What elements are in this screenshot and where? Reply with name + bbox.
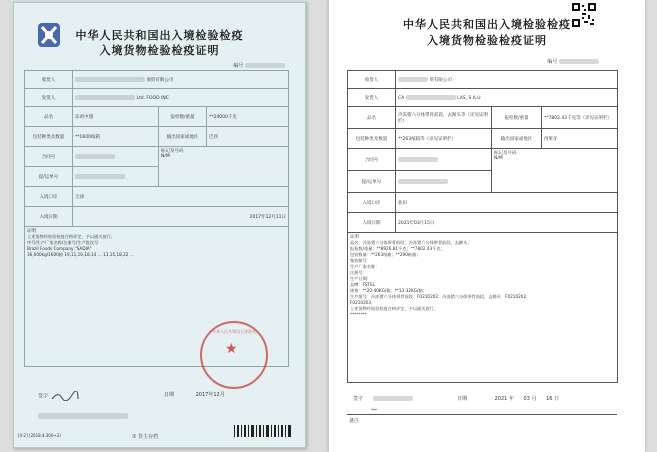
field-label: 发货人: [348, 89, 396, 107]
consignor-text: CA: [398, 95, 405, 101]
date-month: 03: [523, 396, 530, 402]
marks-cell: [159, 147, 289, 187]
left-title: 中华人民共和国出入境检验检疫: [75, 29, 244, 42]
field-label: 提/运单号: [25, 167, 73, 187]
product-value: 冷冻猪六分体带骨前段，去蹄头等（详见证明栏）: [396, 107, 492, 129]
field-label: 包装种类及数量: [25, 127, 73, 147]
footer-code: [4-2] (2018.4.300+2): [18, 433, 61, 438]
consignor-value: [396, 89, 618, 107]
field-label: 入境日期: [25, 207, 73, 227]
right-date: [457, 395, 559, 402]
table-row: [25, 127, 289, 147]
date-label: 日期: [164, 392, 175, 398]
day-unit: 日: [554, 396, 560, 402]
left-form-table: [24, 70, 289, 367]
date-day: 16: [546, 396, 553, 402]
footer-divider: [347, 414, 617, 415]
product-value: 冻鸡中翅: [73, 107, 159, 127]
footer-stars: ***: [371, 408, 377, 413]
table-row: [25, 71, 289, 89]
table-row: [348, 107, 618, 129]
footer-note-label: 备注: [349, 418, 360, 424]
signature-label: 签字: [38, 393, 49, 400]
date-year: 2021: [494, 396, 508, 402]
right-title: 中华人民共和国出入境检验检疫: [403, 18, 571, 31]
left-certificate: [13, 2, 306, 448]
table-row: [25, 107, 289, 127]
signature-scribble: [50, 391, 80, 401]
right-signature: [353, 395, 413, 402]
field-label: 品名: [25, 107, 73, 127]
bill-value: [396, 171, 492, 193]
year-unit: 年: [508, 396, 514, 402]
field-label: 入境口岸: [348, 193, 396, 213]
signature-label: 签字: [353, 396, 364, 402]
field-label: 报检数/重量: [159, 107, 207, 127]
number-label: 编号: [547, 59, 558, 65]
field-label: 入境日期: [348, 213, 396, 233]
entry-date-value: 2021年03月15日: [396, 213, 618, 233]
table-row: [348, 89, 618, 107]
table-row: [348, 129, 618, 149]
table-row: [348, 193, 618, 213]
redacted-number: [245, 63, 285, 68]
field-label: 入境口岸: [25, 187, 73, 207]
remarks-cell: [348, 233, 618, 383]
package-value: **263纸箱等（详见证明栏）: [396, 129, 492, 149]
footer-copy-label: ① 货主存档: [132, 434, 159, 440]
right-form-table: [347, 70, 618, 383]
table-row: [348, 233, 618, 383]
contract-value: [396, 149, 492, 171]
port-value: 盐田: [396, 193, 618, 213]
left-redacted-strip: [38, 405, 128, 424]
consignee-value: [396, 71, 618, 89]
field-label: 收货人: [348, 71, 396, 89]
remarks-label: 证明: [27, 229, 36, 234]
barcode-icon: [234, 425, 294, 439]
field-label: 提/运单号: [348, 171, 396, 193]
field-label: 输出国家或地区: [492, 129, 542, 149]
marks-value: N/M: [494, 156, 503, 161]
right-number: [547, 58, 599, 65]
table-row: [25, 187, 289, 207]
date-value: 2017年12月: [195, 392, 225, 398]
entry-date-value: 2017年12月11日: [73, 207, 289, 227]
package-value: **1600纸箱: [73, 127, 159, 147]
remarks-text: 品名：冷冻猪六分体带骨前段；冷冻猪六分体带骨前段，去蹄头； 报检数/重量：**8926.81千克；**7802.43千克； 包装数量：**263纸箱；**290纸箱； 集装箱号： 生产厂家名称： 注册号： 生产日期： 品牌：FSTEL 规格：**20-40KG/箱；**13-32KG/箱； 生产批号：冷冻猪六分体带骨前段：F0210202；冷冻猪六分体带骨前段，去蹄头：F0210202， F0210203； 上述货物经检验检疫合格评定，予以通关放行。 ********: [350, 240, 531, 317]
field-label: 包装种类及数量: [348, 129, 396, 149]
weight-value: **7802.43千克等（详见证明栏）: [542, 107, 618, 129]
right-certificate: [328, 0, 645, 452]
weight-value: **24000千克: [207, 107, 289, 127]
contract-value: [73, 147, 159, 167]
field-label: 品名: [348, 107, 396, 129]
marks-label: 标记及号码: [494, 151, 517, 156]
seal-star-icon: ★: [225, 341, 238, 357]
consignor-text: Ltd. FOOD INC: [136, 95, 169, 101]
field-label: 发货人: [25, 89, 73, 107]
consignee-text: 商贸有限公司: [146, 77, 174, 83]
consignee-value: [73, 71, 289, 89]
field-label: 报检数/重量: [492, 107, 542, 129]
left-number: [233, 62, 285, 69]
origin-value: 巴西: [207, 127, 289, 147]
field-label: 合同号: [348, 149, 396, 171]
number-label: 编号: [233, 63, 244, 69]
table-row: [25, 147, 289, 167]
marks-label: 标记及号码: [161, 149, 184, 154]
field-label: 合同号: [25, 147, 73, 167]
marks-cell: [492, 149, 618, 193]
consignee-text: 贸有限公司: [429, 77, 452, 83]
date-label: 日期: [457, 396, 468, 402]
right-subtitle: 入境货物检验检疫证明: [427, 34, 547, 47]
seal-text: 中华人民共和国天津海关: [212, 329, 256, 334]
remarks-label: 证明: [350, 235, 359, 240]
table-row: [348, 71, 618, 89]
table-row: [348, 149, 618, 171]
bill-value: [73, 167, 159, 187]
origin-value: 西班牙: [542, 129, 618, 149]
port-value: 天津: [73, 187, 289, 207]
left-subtitle: 入境货物检验检疫证明: [99, 44, 220, 57]
consignor-text-extra: LAS, S.A.U: [457, 95, 481, 101]
left-signature: [38, 391, 80, 401]
month-unit: 月: [531, 396, 537, 402]
field-label: 收货人: [25, 71, 73, 89]
table-row: [25, 89, 289, 107]
left-date: [164, 391, 225, 398]
remarks-text: 上述货物经检验检疫合格评定，予以通关放行。 序号/生产厂家名称/注册号/生产批次号 Brazil Foods Company "SADIA" 36,000kg/1600箱 19,11,10,18,14 … 13,15,18,22 …: [27, 234, 134, 257]
table-row: [348, 213, 618, 233]
table-row: [25, 207, 289, 227]
field-label: 输出国家或地区: [159, 127, 207, 147]
redacted-number: [559, 59, 599, 64]
consignor-value: [73, 89, 289, 107]
marks-value: N/M: [161, 154, 170, 159]
